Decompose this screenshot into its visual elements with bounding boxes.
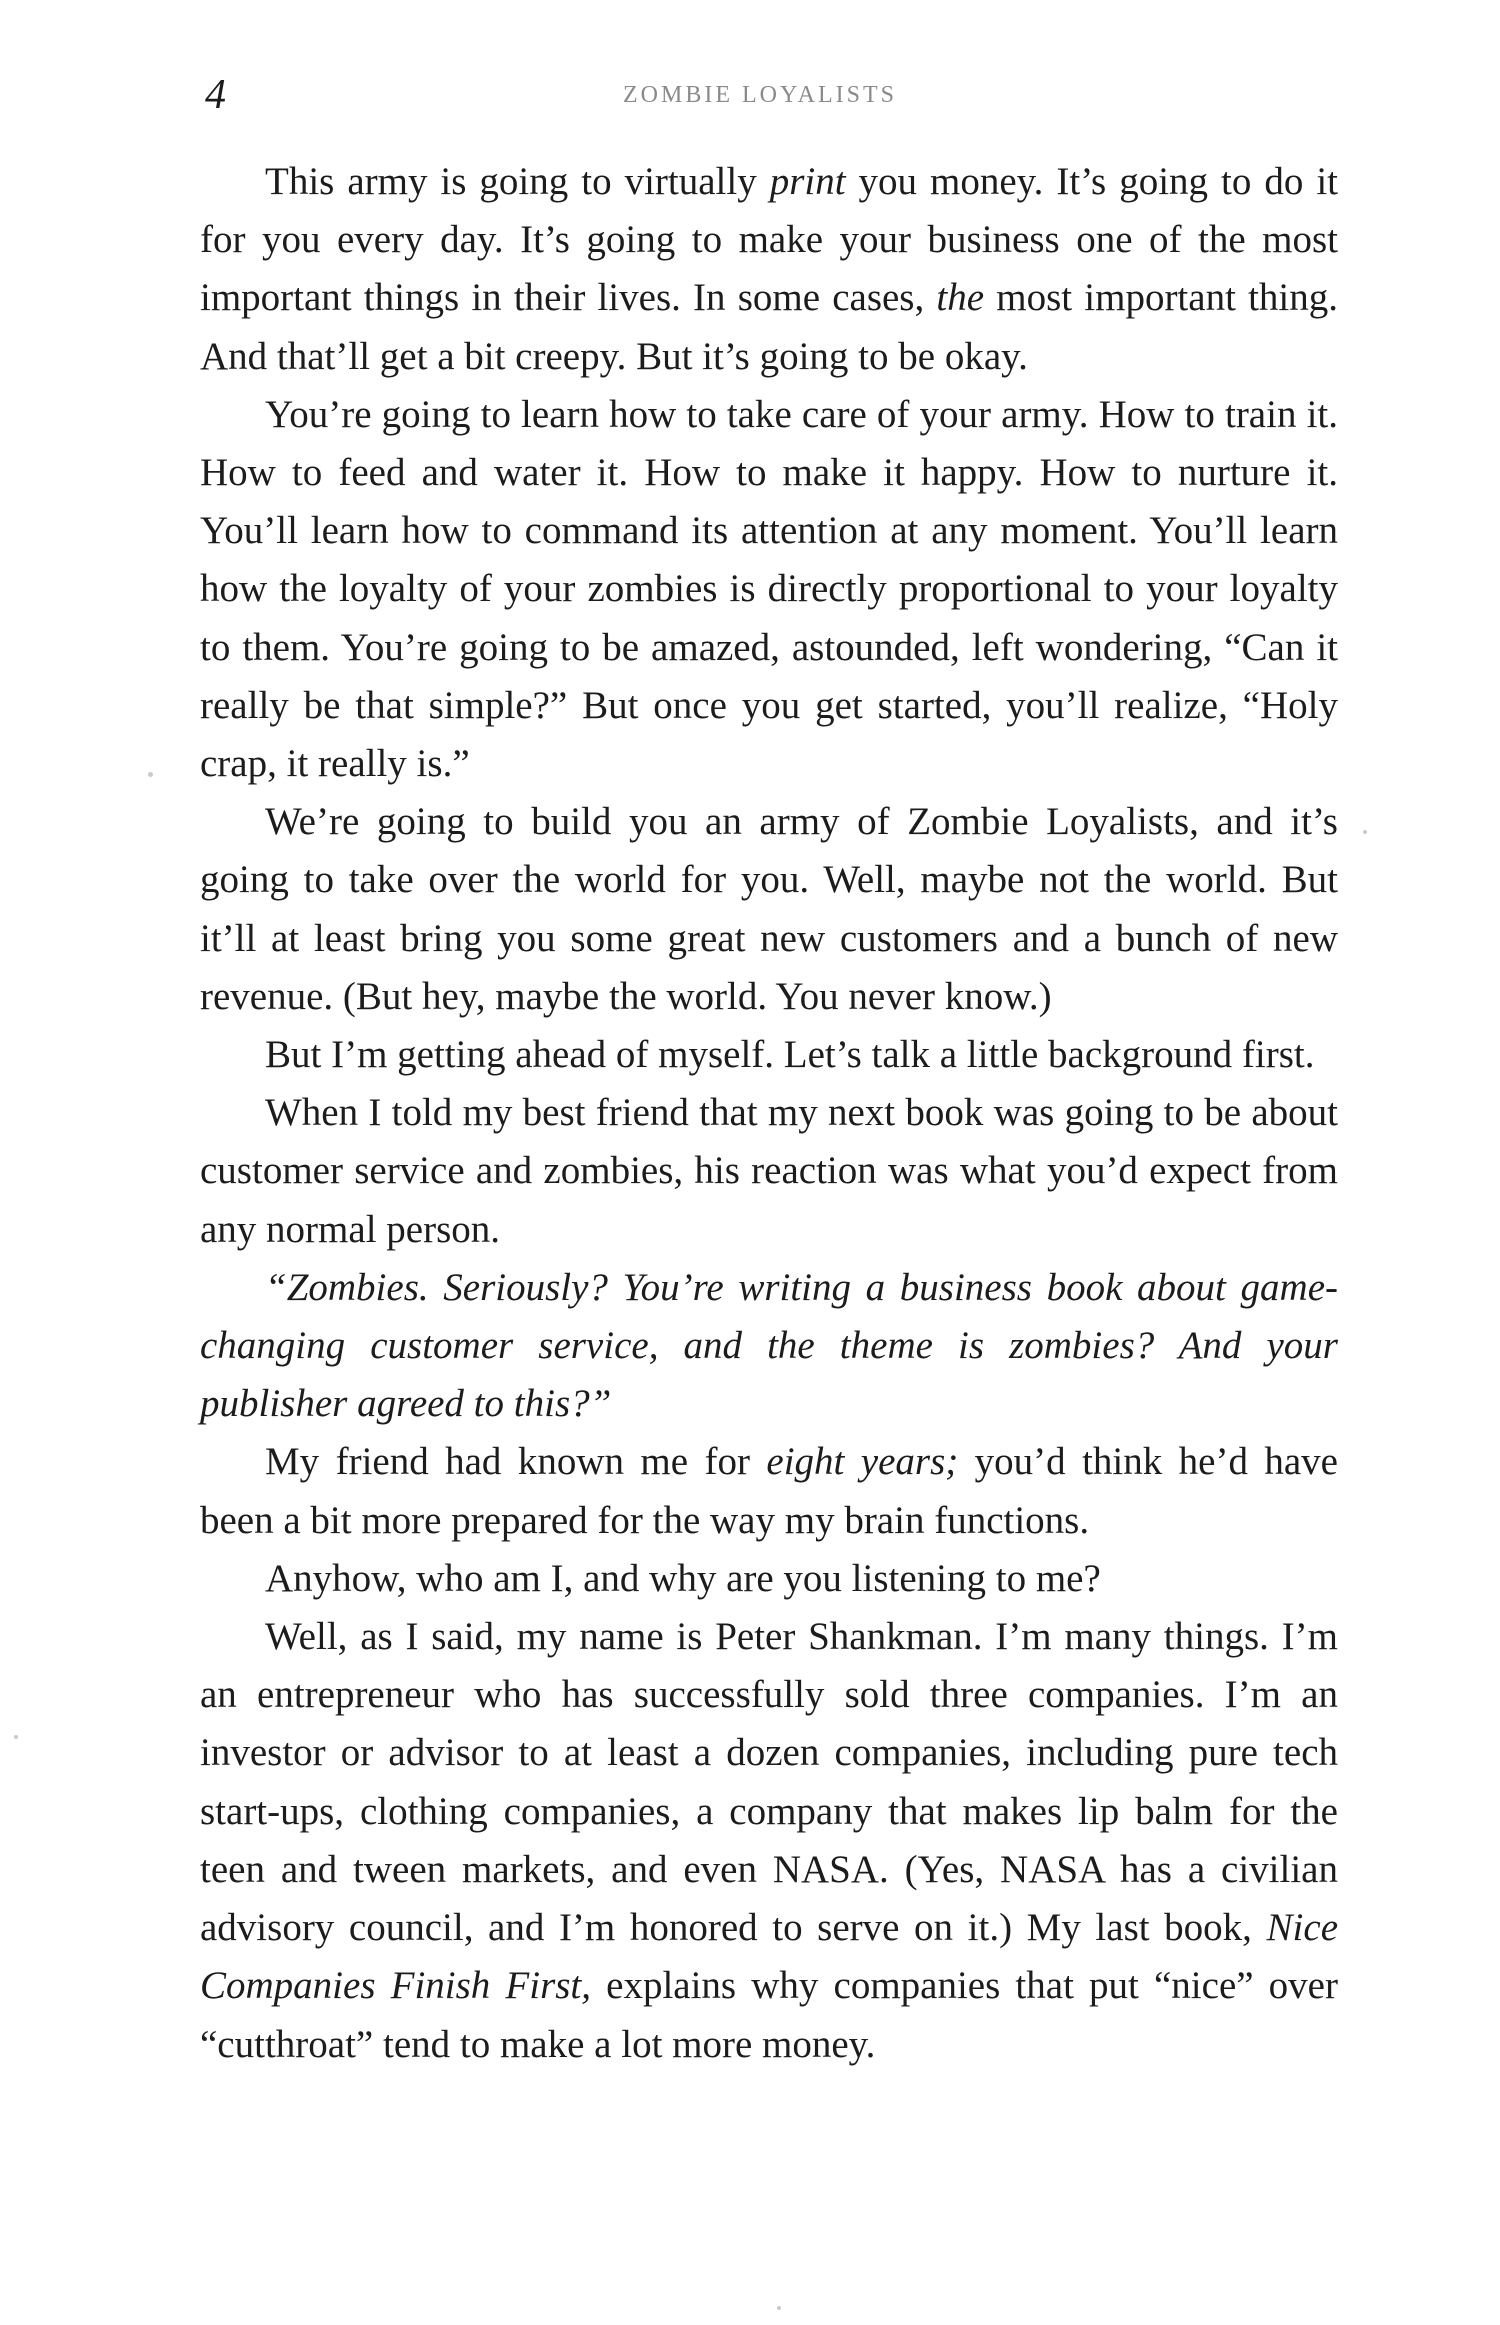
paragraph-text: But I’m getting ahead of myself. Let’s talk a little background first. xyxy=(265,1033,1315,1077)
emphasis-text: the xyxy=(936,276,985,320)
scan-speck xyxy=(1363,830,1367,834)
paragraph-text: When I told my best friend that my next book was going to be about customer service and zombies, his reaction was what you’d expect from any normal person. xyxy=(200,1091,1338,1251)
paragraph-text: explains why companies that put “nice” over “cutthroat” tend to make a lot more money. xyxy=(200,1964,1338,2066)
paragraph-text: Well, as I said, my name is Peter Shankman. I’m many things. I’m an entrepreneur who has successfully sold three companies. I’m an investor or advisor to at least a dozen companies, including pure tech start-ups, clothing companies, a company that makes lip balm for the teen and tween markets, and even NASA. (Yes, NASA has a civilian advisory council, and I’m honored to serve on it.) My last book, xyxy=(200,1615,1338,1950)
paragraph xyxy=(200,1550,1338,1608)
paragraph xyxy=(200,1259,1338,1434)
scan-speck xyxy=(14,1735,18,1739)
paragraph-text: My friend had known me for xyxy=(265,1440,767,1484)
emphasis-text: Nice Companies Finish First, xyxy=(200,1906,1338,2008)
paragraph-text: you money. It’s going to do it for you every day. It’s going to make your business one of the most important things in their lives. In some cases, xyxy=(200,160,1338,320)
paragraph xyxy=(200,1026,1338,1084)
paragraph-text: We’re going to build you an army of Zombie Loyalists, and it’s going to take over the world for you. Well, maybe not the world. But it’ll at least bring you some great new customers and a bunch of new revenue. (But hey, maybe the world. You never know.) xyxy=(200,800,1338,1018)
scan-speck xyxy=(777,2306,781,2310)
paragraph xyxy=(200,1608,1338,2074)
paragraph-text: Anyhow, who am I, and why are you listening to me? xyxy=(265,1556,1101,1600)
paragraph xyxy=(200,1084,1338,1259)
paragraph-text: You’re going to learn how to take care of your army. How to train it. How to feed and water it. How to make it happy. How to nurture it. You’ll learn how to command its attention at any moment. You’ll learn how the loyalty of your zombies is directly proportional to your loyalty to them. You’re going to be amazed, astounded, left wondering, “Can it really be that simple?” But once you get started, you’ll realize, “Holy crap, it really is.” xyxy=(200,392,1338,786)
paragraph-text: “Zombies. Seriously? You’re writing a business book about game-changing customer service, and the theme is zombies? And your publisher agreed to this?” xyxy=(200,1265,1338,1426)
paragraph-text: most important thing. And that’ll get a bit creepy. But it’s going to be okay. xyxy=(200,276,1338,378)
paragraph xyxy=(200,386,1338,793)
running-head-title: ZOMBIE LOYALISTS xyxy=(623,82,897,108)
page-number: 4 xyxy=(205,72,226,118)
body-text xyxy=(200,153,1338,2074)
emphasis-text: print xyxy=(769,160,846,203)
paragraph-text: you’d think he’d have been a bit more prepared for the way my brain functions. xyxy=(200,1440,1338,1542)
paragraph xyxy=(200,1433,1338,1549)
paragraph-text: This army is going to virtually xyxy=(265,160,770,203)
scan-speck xyxy=(148,772,153,777)
paragraph xyxy=(200,793,1338,1026)
paragraph xyxy=(200,153,1338,386)
emphasis-text: eight years; xyxy=(766,1440,959,1484)
